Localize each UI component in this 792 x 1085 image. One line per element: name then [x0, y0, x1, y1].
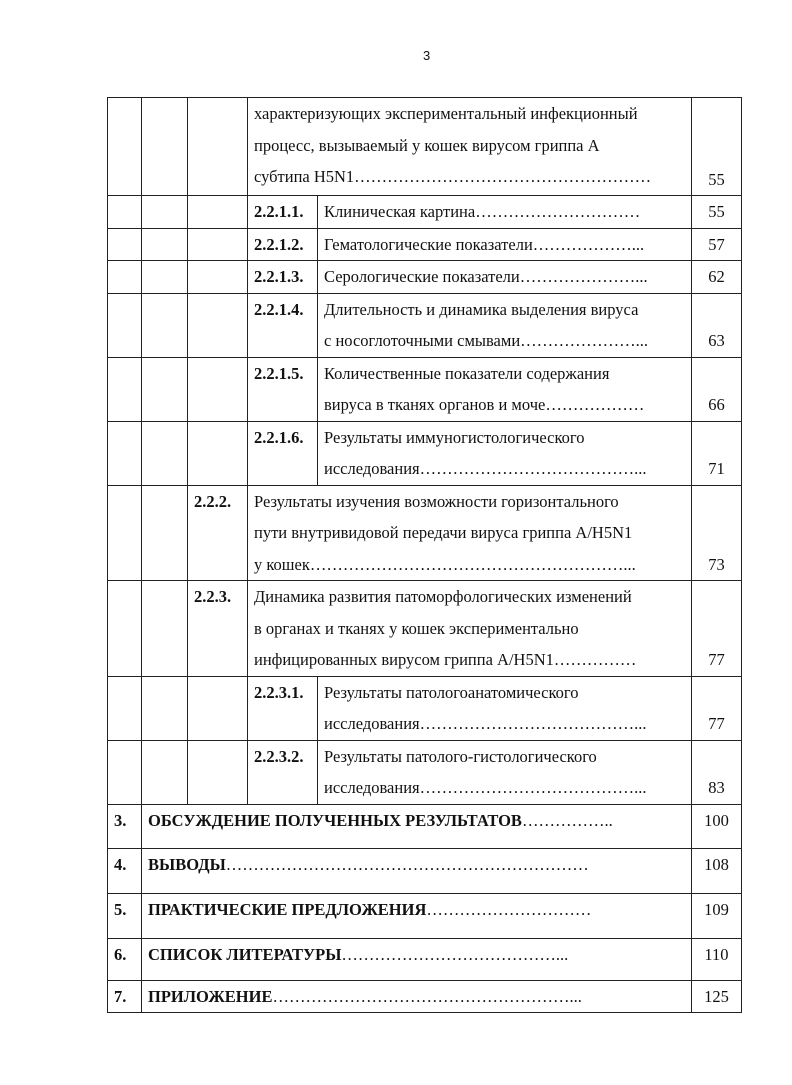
entry-title-line: характеризующих экспериментальный инфекционный	[254, 104, 638, 123]
chapter-title-text: ОБСУЖДЕНИЕ ПОЛУЧЕННЫХ РЕЗУЛЬТАТОВ	[148, 810, 522, 830]
empty-cell	[188, 357, 248, 421]
entry-title	[318, 357, 692, 421]
chapter-page: 110	[692, 938, 742, 980]
dot-leader: …………………………………………………………	[225, 854, 589, 874]
empty-cell	[188, 228, 248, 261]
empty-cell	[108, 228, 142, 261]
toc-row-entry	[108, 581, 742, 677]
empty-cell	[142, 581, 188, 677]
entry-page: 55	[692, 98, 742, 196]
chapter-title	[142, 893, 692, 938]
entry-title	[318, 740, 692, 804]
empty-cell	[142, 293, 188, 357]
entry-title	[318, 293, 692, 357]
entry-page: 57	[692, 228, 742, 261]
chapter-page: 108	[692, 848, 742, 893]
entry-number: 2.2.3.2.	[248, 740, 318, 804]
empty-cell	[142, 357, 188, 421]
entry-number: 2.2.1.5.	[248, 357, 318, 421]
entry-page: 55	[692, 196, 742, 229]
empty-cell	[108, 676, 142, 740]
table-of-contents	[107, 97, 742, 1013]
toc-row-subentry	[108, 421, 742, 485]
entry-title-line: Серологические показатели…………………...	[324, 267, 648, 286]
toc-row-subentry	[108, 676, 742, 740]
empty-cell	[108, 357, 142, 421]
entry-title-line: инфицированных вирусом гриппа А/H5N1……………	[254, 650, 637, 669]
empty-cell	[188, 421, 248, 485]
chapter-title-text: ПРИЛОЖЕНИЕ	[148, 986, 273, 1006]
chapter-title-line	[148, 894, 685, 926]
entry-title-line: процесс, вызываемый у кошек вирусом гриппа А	[254, 135, 600, 155]
entry-page: 66	[692, 357, 742, 421]
empty-cell	[188, 261, 248, 294]
chapter-number: 3.	[108, 804, 142, 848]
chapter-title-line	[148, 939, 685, 971]
empty-cell	[108, 196, 142, 229]
empty-cell	[142, 421, 188, 485]
entry-title	[248, 485, 692, 581]
chapter-page: 125	[692, 980, 742, 1013]
empty-cell	[142, 98, 188, 196]
entry-page: 73	[692, 485, 742, 581]
chapter-title-line	[148, 805, 685, 837]
entry-title-line: с носоглоточными смывами…………………...	[324, 331, 649, 350]
dot-leader: …………………………	[426, 899, 592, 919]
chapter-title	[142, 804, 692, 848]
entry-title-line: в органах и тканях у кошек экспериментально	[254, 618, 579, 638]
empty-cell	[188, 98, 248, 196]
empty-cell	[188, 740, 248, 804]
dot-leader: ………………………………………………...	[272, 986, 582, 1006]
entry-title-line: Результаты патолого-гистологического	[324, 746, 597, 766]
empty-cell	[108, 581, 142, 677]
entry-title-line: исследования…………………………………...	[324, 714, 647, 733]
empty-cell	[142, 485, 188, 581]
empty-cell	[108, 740, 142, 804]
chapter-title-text: ВЫВОДЫ	[148, 854, 226, 874]
entry-number: 2.2.1.3.	[248, 261, 318, 294]
toc-row-chapter	[108, 848, 742, 893]
entry-page: 77	[692, 581, 742, 677]
toc-row-entry	[108, 485, 742, 581]
chapter-page: 100	[692, 804, 742, 848]
empty-cell	[142, 196, 188, 229]
entry-title	[248, 98, 692, 196]
toc-row-continuation	[108, 98, 742, 196]
chapter-title-text: ПРАКТИЧЕСКИЕ ПРЕДЛОЖЕНИЯ	[148, 899, 427, 919]
entry-number: 2.2.1.4.	[248, 293, 318, 357]
empty-cell	[142, 740, 188, 804]
toc-row-chapter	[108, 938, 742, 980]
entry-number: 2.2.1.6.	[248, 421, 318, 485]
empty-cell	[188, 293, 248, 357]
entry-page: 71	[692, 421, 742, 485]
empty-cell	[108, 261, 142, 294]
toc-row-subentry	[108, 196, 742, 229]
chapter-title-text: СПИСОК ЛИТЕРАТУРЫ	[148, 944, 342, 964]
empty-cell	[108, 98, 142, 196]
entry-title-line: исследования…………………………………...	[324, 778, 647, 797]
entry-page: 62	[692, 261, 742, 294]
entry-title-line: Длительность и динамика выделения вируса	[324, 299, 639, 319]
toc-row-chapter	[108, 980, 742, 1013]
entry-number: 2.2.1.1.	[248, 196, 318, 229]
chapter-title	[142, 938, 692, 980]
entry-title	[318, 196, 692, 229]
chapter-title-line	[148, 849, 685, 881]
toc-row-subentry	[108, 740, 742, 804]
chapter-number: 7.	[108, 980, 142, 1013]
entry-title-line: исследования…………………………………...	[324, 459, 647, 478]
entry-title-line: Результаты патологоанатомического	[324, 682, 579, 702]
toc-row-subentry	[108, 228, 742, 261]
empty-cell	[188, 196, 248, 229]
entry-title	[248, 581, 692, 677]
toc-row-subentry	[108, 357, 742, 421]
empty-cell	[108, 485, 142, 581]
entry-title-line: Динамика развития патоморфологических изменений	[254, 587, 632, 606]
toc-row-subentry	[108, 293, 742, 357]
empty-cell	[142, 676, 188, 740]
chapter-title	[142, 980, 692, 1013]
empty-cell	[142, 261, 188, 294]
chapter-number: 4.	[108, 848, 142, 893]
entry-page: 77	[692, 676, 742, 740]
chapter-page: 109	[692, 893, 742, 938]
empty-cell	[142, 228, 188, 261]
chapter-title	[142, 848, 692, 893]
empty-cell	[108, 421, 142, 485]
empty-cell	[188, 676, 248, 740]
dot-leader: ……………..	[521, 810, 613, 830]
entry-title-line: субтипа H5N1………………………………………………	[254, 167, 652, 186]
entry-number: 2.2.3.1.	[248, 676, 318, 740]
entry-page: 63	[692, 293, 742, 357]
entry-title	[318, 676, 692, 740]
chapter-title-line	[148, 981, 685, 1013]
entry-title	[318, 421, 692, 485]
toc-row-chapter	[108, 893, 742, 938]
entry-title-line: вируса в тканях органов и моче………………	[324, 395, 645, 414]
entry-page: 83	[692, 740, 742, 804]
chapter-number: 6.	[108, 938, 142, 980]
entry-number: 2.2.3.	[188, 581, 248, 677]
entry-title-line: Гематологические показатели………………...	[324, 234, 645, 254]
entry-number: 2.2.1.2.	[248, 228, 318, 261]
entry-title-line: Клиническая картина…………………………	[324, 202, 641, 221]
dot-leader: …………………………………...	[341, 944, 569, 964]
toc-row-chapter	[108, 804, 742, 848]
entry-number: 2.2.2.	[188, 485, 248, 581]
empty-cell	[108, 293, 142, 357]
chapter-number: 5.	[108, 893, 142, 938]
entry-title	[318, 261, 692, 294]
page-number: 3	[423, 48, 431, 63]
entry-title-line: у кошек…………………………………………………...	[254, 554, 636, 574]
toc-row-subentry	[108, 261, 742, 294]
entry-title-line: Результаты изучения возможности горизонтального	[254, 491, 619, 511]
entry-title-line: Количественные показатели содержания	[324, 363, 610, 383]
entry-title	[318, 228, 692, 261]
entry-title-line: пути внутривидовой передачи вируса гриппа А/H5N1	[254, 523, 633, 542]
entry-title-line: Результаты иммуногистологического	[324, 427, 585, 447]
